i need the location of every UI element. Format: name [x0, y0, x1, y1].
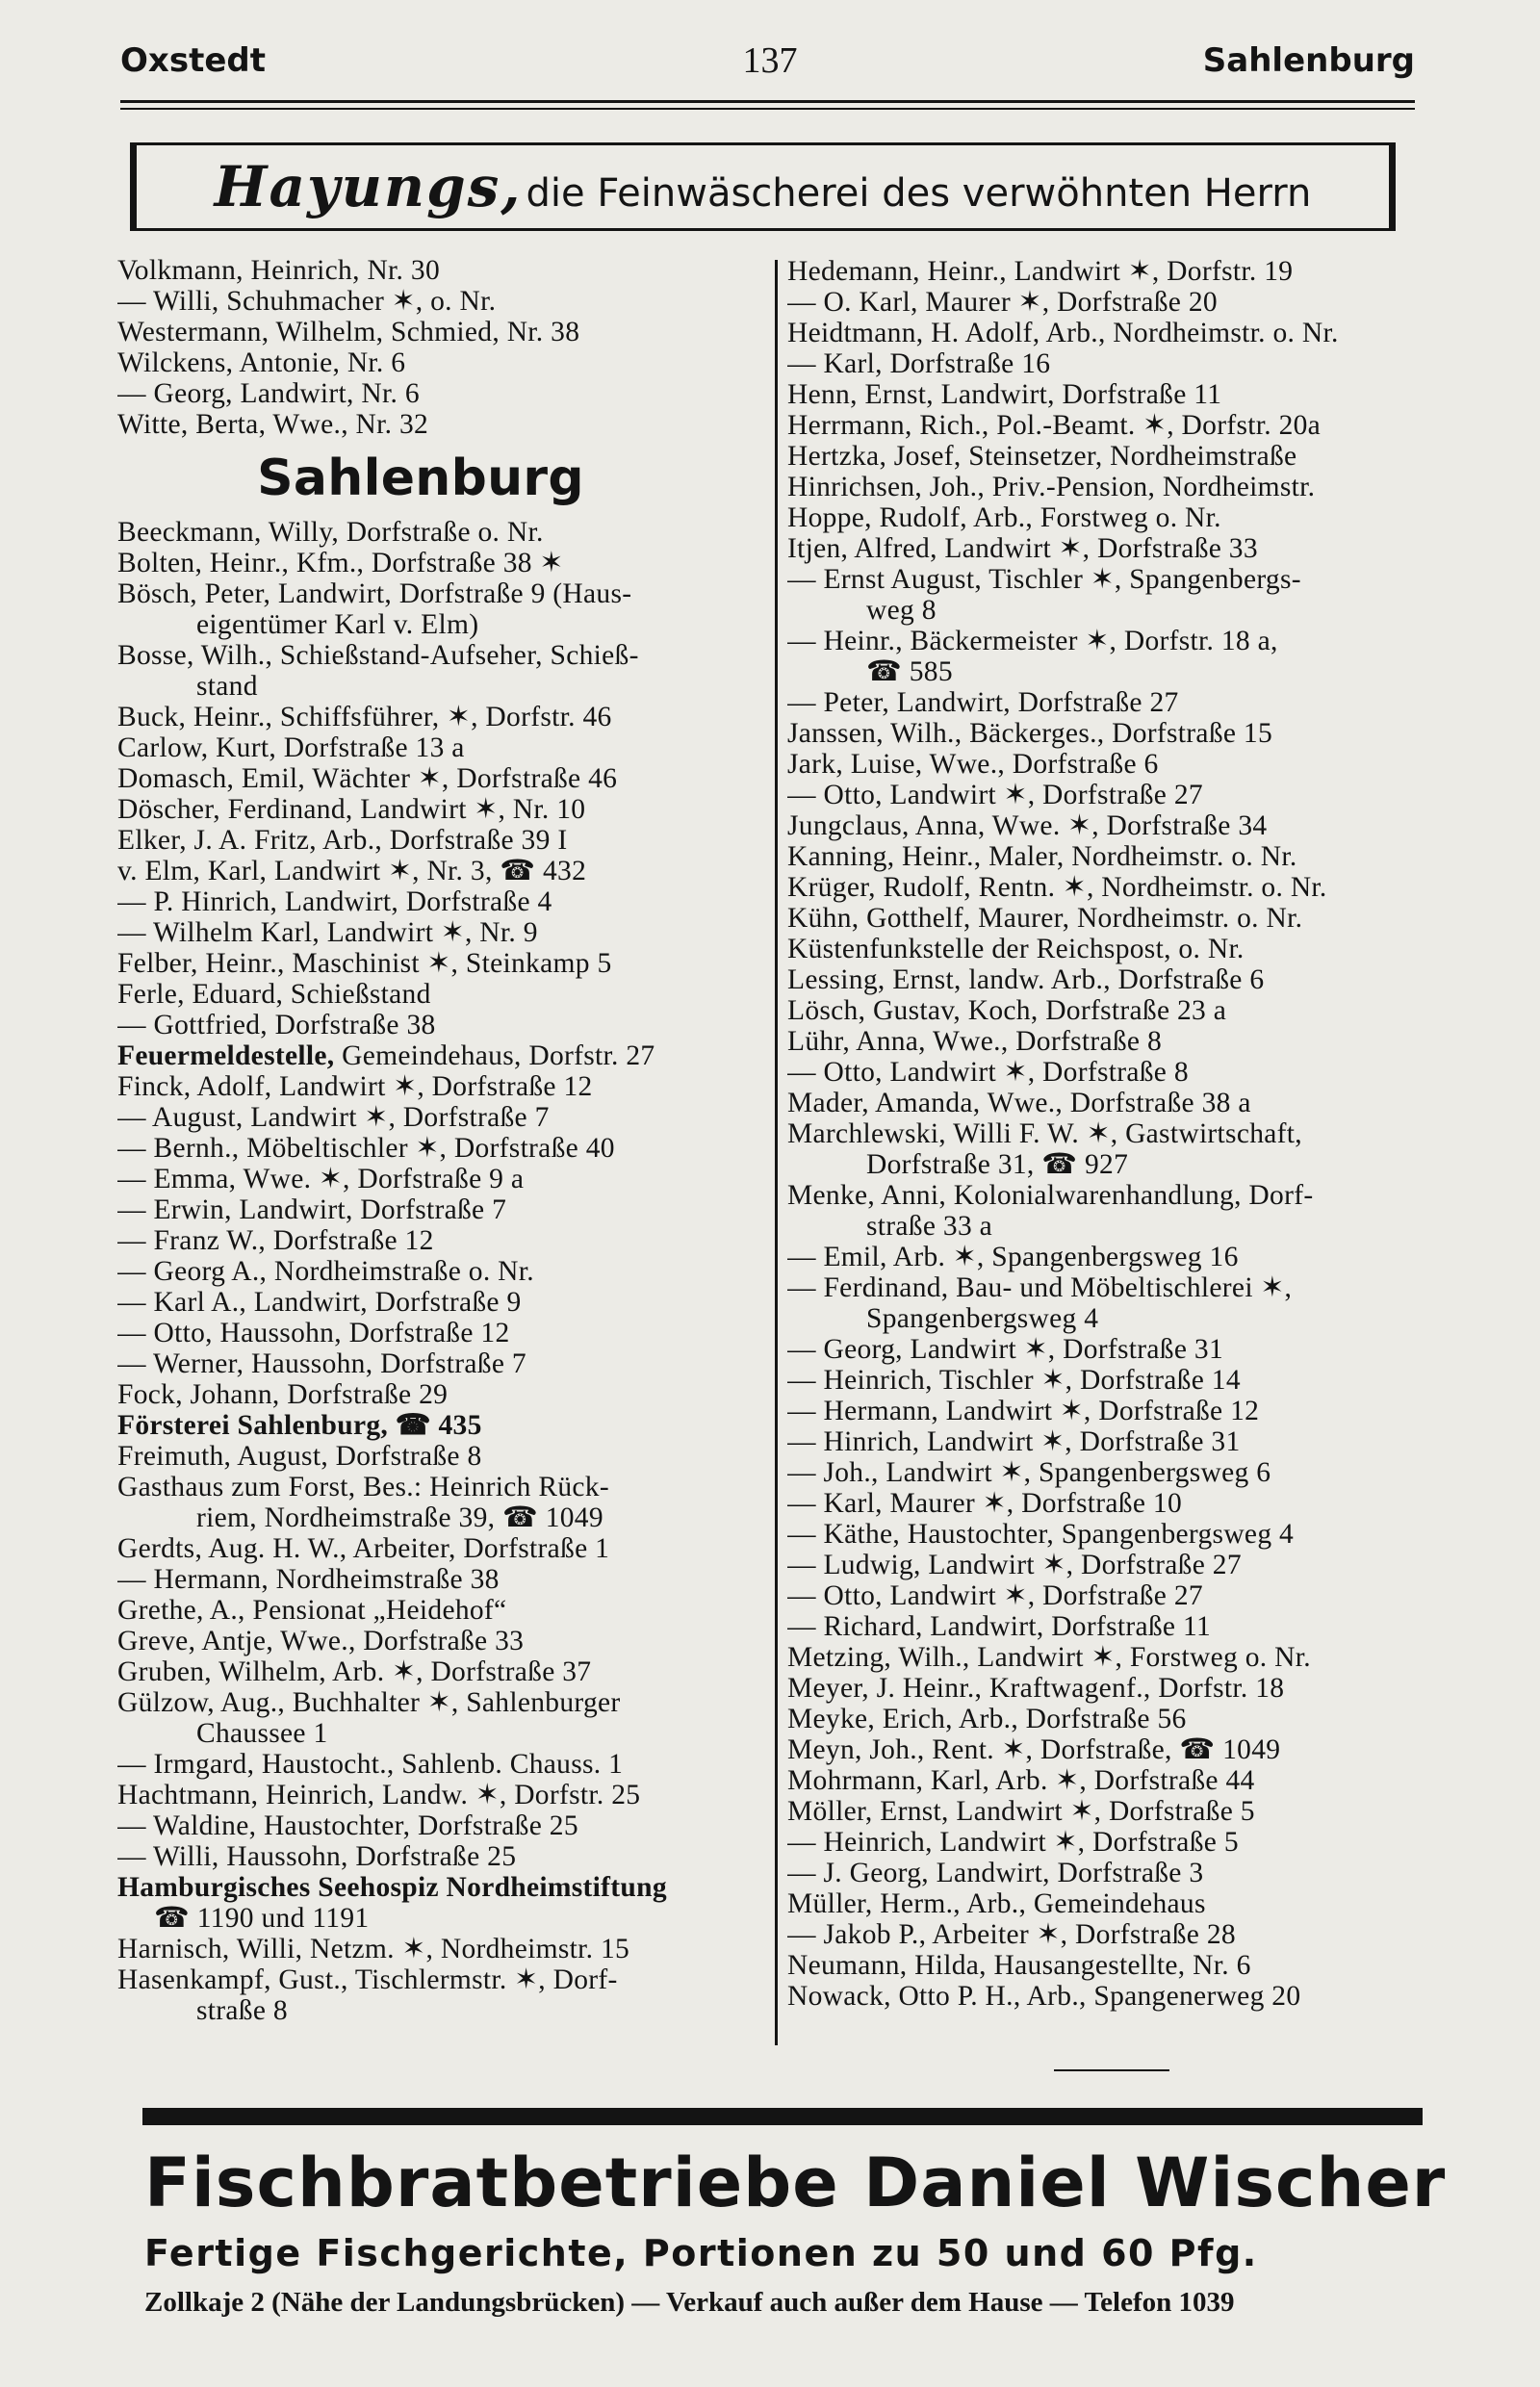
directory-entry: Lösch, Gustav, Koch, Dorfstraße 23 a: [787, 995, 1227, 1026]
directory-entry: Meyer, J. Heinr., Kraftwagenf., Dorfstr. 18: [787, 1673, 1285, 1704]
header-rule-bottom: [120, 108, 1415, 110]
column-end-rule: [1054, 2069, 1169, 2071]
directory-entry: Jark, Luise, Wwe., Dorfstraße 6: [787, 749, 1159, 780]
directory-entry: — Otto, Haussohn, Dorfstraße 12: [117, 1318, 510, 1348]
directory-entry: Greve, Antje, Wwe., Dorfstraße 33: [117, 1626, 525, 1656]
directory-entry: — Willi, Schuhmacher ✶, o. Nr.: [117, 286, 497, 317]
directory-entry: Müller, Herm., Arb., Gemeindehaus: [787, 1888, 1206, 1919]
directory-entry: — Joh., Landwirt ✶, Spangenbergsweg 6: [787, 1457, 1271, 1488]
directory-entry: Freimuth, August, Dorfstraße 8: [117, 1441, 482, 1472]
directory-entry: Bolten, Heinr., Kfm., Dorfstraße 38 ✶: [117, 548, 564, 578]
directory-entry: straße 33 a: [866, 1211, 993, 1242]
directory-entry: Hertzka, Josef, Steinsetzer, Nordheimstraße: [787, 441, 1297, 472]
directory-entry: — Werner, Haussohn, Dorfstraße 7: [117, 1348, 526, 1379]
directory-entry: Hachtmann, Heinrich, Landw. ✶, Dorfstr. 25: [117, 1780, 641, 1810]
directory-entry: Witte, Berta, Wwe., Nr. 32: [117, 409, 429, 440]
directory-entry: — Willi, Haussohn, Dorfstraße 25: [117, 1841, 517, 1872]
ad-bottom-address: Zollkaje 2 (Nähe der Landungsbrücken) — Verkauf auch außer dem Hause — Telefon 1039: [144, 2287, 1235, 2318]
directory-entry: Hasenkampf, Gust., Tischlermstr. ✶, Dorf-: [117, 1964, 618, 1995]
directory-entry: Herrmann, Rich., Pol.-Beamt. ✶, Dorfstr. 20a: [787, 410, 1322, 441]
directory-entry: — Hermann, Landwirt ✶, Dorfstraße 12: [787, 1396, 1260, 1426]
directory-entry: — Erwin, Landwirt, Dorfstraße 7: [117, 1194, 507, 1225]
directory-entry: Harnisch, Willi, Netzm. ✶, Nordheimstr. 15: [117, 1934, 630, 1964]
directory-entry: — Ernst August, Tischler ✶, Spangenbergs-: [787, 564, 1301, 595]
directory-entry: Beeckmann, Willy, Dorfstraße o. Nr.: [117, 517, 544, 548]
directory-entry: Meyke, Erich, Arb., Dorfstraße 56: [787, 1704, 1187, 1734]
directory-entry: Felber, Heinr., Maschinist ✶, Steinkamp 5: [117, 948, 612, 979]
directory-entry: — Waldine, Haustochter, Dorfstraße 25: [117, 1810, 578, 1841]
directory-entry: — Richard, Landwirt, Dorfstraße 11: [787, 1611, 1212, 1642]
directory-entry: riem, Nordheimstraße 39, ☎ 1049: [196, 1502, 603, 1533]
right-column: [787, 256, 1427, 2012]
directory-entry: — August, Landwirt ✶, Dorfstraße 7: [117, 1102, 550, 1133]
directory-entry: Itjen, Alfred, Landwirt ✶, Dorfstraße 33: [787, 533, 1258, 564]
directory-entry: Westermann, Wilhelm, Schmied, Nr. 38: [117, 317, 580, 347]
directory-entry: Lühr, Anna, Wwe., Dorfstraße 8: [787, 1026, 1163, 1057]
directory-entry: weg 8: [866, 595, 937, 626]
directory-entry: Bösch, Peter, Landwirt, Dorfstraße 9 (Haus-: [117, 578, 632, 609]
directory-entry: Kanning, Heinr., Maler, Nordheimstr. o. Nr.: [787, 841, 1297, 872]
directory-entry: Metzing, Wilh., Landwirt ✶, Forstweg o. Nr.: [787, 1642, 1311, 1673]
directory-entry: Volkmann, Heinrich, Nr. 30: [117, 255, 440, 286]
directory-entry: Lessing, Ernst, landw. Arb., Dorfstraße 6: [787, 964, 1265, 995]
running-head-right: Sahlenburg: [1202, 41, 1415, 80]
directory-entry: straße 8: [196, 1995, 288, 2026]
directory-entry: Hoppe, Rudolf, Arb., Forstweg o. Nr.: [787, 502, 1221, 533]
directory-entry: — Emma, Wwe. ✶, Dorfstraße 9 a: [117, 1164, 525, 1194]
directory-entry: Hedemann, Heinr., Landwirt ✶, Dorfstr. 19: [787, 256, 1294, 287]
section-heading: Sahlenburg: [257, 449, 584, 507]
directory-entry: Menke, Anni, Kolonialwarenhandlung, Dorf-: [787, 1180, 1314, 1211]
directory-entry: Gasthaus zum Forst, Bes.: Heinrich Rück-: [117, 1472, 609, 1502]
column-divider: [775, 260, 778, 2045]
directory-entry: — Georg, Landwirt, Nr. 6: [117, 378, 420, 409]
directory-entry: stand: [196, 671, 258, 702]
directory-entry: — Jakob P., Arbeiter ✶, Dorfstraße 28: [787, 1919, 1236, 1950]
directory-entry: — Otto, Landwirt ✶, Dorfstraße 27: [787, 780, 1203, 810]
directory-entry: Nowack, Otto P. H., Arb., Spangenerweg 20: [787, 1981, 1301, 2012]
running-head-left: Oxstedt: [120, 41, 266, 80]
directory-entry: v. Elm, Karl, Landwirt ✶, Nr. 3, ☎ 432: [117, 856, 587, 886]
directory-entry: — Ludwig, Landwirt ✶, Dorfstraße 27: [787, 1550, 1242, 1580]
directory-entry: Elker, J. A. Fritz, Arb., Dorfstraße 39 I: [117, 825, 568, 856]
page-number: 137: [742, 40, 798, 81]
directory-entry: — Bernh., Möbeltischler ✶, Dorfstraße 40: [117, 1133, 615, 1164]
directory-entry: — Irmgard, Haustocht., Sahlenb. Chauss. 1: [117, 1749, 624, 1780]
directory-entry: Finck, Adolf, Landwirt ✶, Dorfstraße 12: [117, 1071, 593, 1102]
directory-entry: — Ferdinand, Bau- und Möbeltischlerei ✶,: [787, 1272, 1293, 1303]
directory-entry: Chaussee 1: [196, 1718, 328, 1749]
directory-entry: — P. Hinrich, Landwirt, Dorfstraße 4: [117, 886, 552, 917]
directory-entry: — Wilhelm Karl, Landwirt ✶, Nr. 9: [117, 917, 538, 948]
directory-entry: — Georg, Landwirt ✶, Dorfstraße 31: [787, 1334, 1224, 1365]
directory-entry: Gerdts, Aug. H. W., Arbeiter, Dorfstraße 1: [117, 1533, 610, 1564]
directory-entry: Försterei Sahlenburg, ☎ 435: [117, 1410, 482, 1441]
directory-entry: — Karl, Dorfstraße 16: [787, 348, 1051, 379]
directory-entry: — O. Karl, Maurer ✶, Dorfstraße 20: [787, 287, 1218, 318]
ad-bottom-title: Fischbratbetriebe Daniel Wischer: [144, 2143, 1447, 2222]
directory-entry: Krüger, Rudolf, Rentn. ✶, Nordheimstr. o. Nr.: [787, 872, 1327, 903]
directory-entry: — Emil, Arb. ✶, Spangenbergsweg 16: [787, 1242, 1239, 1272]
directory-entry: — Käthe, Haustochter, Spangenbergsweg 4: [787, 1519, 1295, 1550]
directory-entry: Jungclaus, Anna, Wwe. ✶, Dorfstraße 34: [787, 810, 1268, 841]
directory-entry: Dorfstraße 31, ☎ 927: [866, 1149, 1129, 1180]
ad-bottom-subtitle: Fertige Fischgerichte, Portionen zu 50 und 60 Pfg.: [144, 2232, 1258, 2274]
directory-entry: — J. Georg, Landwirt, Dorfstraße 3: [787, 1858, 1204, 1888]
directory-entry: Fock, Johann, Dorfstraße 29: [117, 1379, 449, 1410]
directory-entry: — Franz W., Dorfstraße 12: [117, 1225, 434, 1256]
directory-entry: — Heinr., Bäckermeister ✶, Dorfstr. 18 a,: [787, 626, 1278, 656]
directory-entry: Neumann, Hilda, Hausangestellte, Nr. 6: [787, 1950, 1251, 1981]
directory-entry: Wilckens, Antonie, Nr. 6: [117, 347, 406, 378]
directory-entry: Kühn, Gotthelf, Maurer, Nordheimstr. o. Nr.: [787, 903, 1303, 934]
directory-entry: Grethe, A., Pensionat „Heidehof“: [117, 1595, 507, 1626]
ad-brand-name: Hayungs,: [214, 154, 523, 219]
directory-entry: — Heinrich, Tischler ✶, Dorfstraße 14: [787, 1365, 1241, 1396]
directory-entry: — Hinrich, Landwirt ✶, Dorfstraße 31: [787, 1426, 1241, 1457]
directory-entry: Döscher, Ferdinand, Landwirt ✶, Nr. 10: [117, 794, 586, 825]
directory-entry: Spangenbergsweg 4: [866, 1303, 1099, 1334]
directory-entry: — Karl A., Landwirt, Dorfstraße 9: [117, 1287, 522, 1318]
directory-entry: Mohrmann, Karl, Arb. ✶, Dorfstraße 44: [787, 1765, 1255, 1796]
directory-entry: — Georg A., Nordheimstraße o. Nr.: [117, 1256, 534, 1287]
directory-entry: ☎ 1190 und 1191: [154, 1903, 370, 1934]
directory-entry: Meyn, Joh., Rent. ✶, Dorfstraße, ☎ 1049: [787, 1734, 1281, 1765]
directory-entry: — Gottfried, Dorfstraße 38: [117, 1010, 436, 1040]
directory-entry: — Hermann, Nordheimstraße 38: [117, 1564, 500, 1595]
header-rule-top: [120, 100, 1415, 103]
directory-entry: Möller, Ernst, Landwirt ✶, Dorfstraße 5: [787, 1796, 1255, 1827]
directory-entry: Janssen, Wilh., Bäckerges., Dorfstraße 15: [787, 718, 1273, 749]
directory-entry: — Peter, Landwirt, Dorfstraße 27: [787, 687, 1179, 718]
directory-entry: eigentümer Karl v. Elm): [196, 609, 479, 640]
directory-entry: Mader, Amanda, Wwe., Dorfstraße 38 a: [787, 1088, 1251, 1118]
directory-entry: — Otto, Landwirt ✶, Dorfstraße 27: [787, 1580, 1203, 1611]
ad-slogan: die Feinwäscherei des verwöhnten Herrn: [526, 171, 1312, 216]
directory-entry: Ferle, Eduard, Schießstand: [117, 979, 431, 1010]
directory-entry: Gruben, Wilhelm, Arb. ✶, Dorfstraße 37: [117, 1656, 592, 1687]
directory-entry: Küstenfunkstelle der Reichspost, o. Nr.: [787, 934, 1245, 964]
directory-entry: — Heinrich, Landwirt ✶, Dorfstraße 5: [787, 1827, 1239, 1858]
directory-entry: Gülzow, Aug., Buchhalter ✶, Sahlenburger: [117, 1687, 621, 1718]
directory-entry: — Otto, Landwirt ✶, Dorfstraße 8: [787, 1057, 1189, 1088]
advertisement-top: [130, 142, 1396, 231]
directory-entry: Buck, Heinr., Schiffsführer, ✶, Dorfstr. 46: [117, 702, 612, 732]
directory-entry: Domasch, Emil, Wächter ✶, Dorfstraße 46: [117, 763, 618, 794]
directory-entry: Hamburgisches Seehospiz Nordheimstiftung: [117, 1872, 667, 1903]
directory-entry: Henn, Ernst, Landwirt, Dorfstraße 11: [787, 379, 1222, 410]
directory-entry: Marchlewski, Willi F. W. ✶, Gastwirtschaft,: [787, 1118, 1302, 1149]
directory-entry: Bosse, Wilh., Schießstand-Aufseher, Schieß-: [117, 640, 639, 671]
left-column: [117, 255, 753, 2026]
directory-entry: — Karl, Maurer ✶, Dorfstraße 10: [787, 1488, 1183, 1519]
directory-entry: Feuermeldestelle, Gemeindehaus, Dorfstr. 27: [117, 1040, 655, 1071]
directory-entry: ☎ 585: [866, 656, 953, 687]
advertisement-divider-bar: [142, 2108, 1423, 2125]
directory-entry: Carlow, Kurt, Dorfstraße 13 a: [117, 732, 465, 763]
directory-entry: Hinrichsen, Joh., Priv.-Pension, Nordheimstr.: [787, 472, 1316, 502]
directory-entry: Heidtmann, H. Adolf, Arb., Nordheimstr. o. Nr.: [787, 318, 1339, 348]
